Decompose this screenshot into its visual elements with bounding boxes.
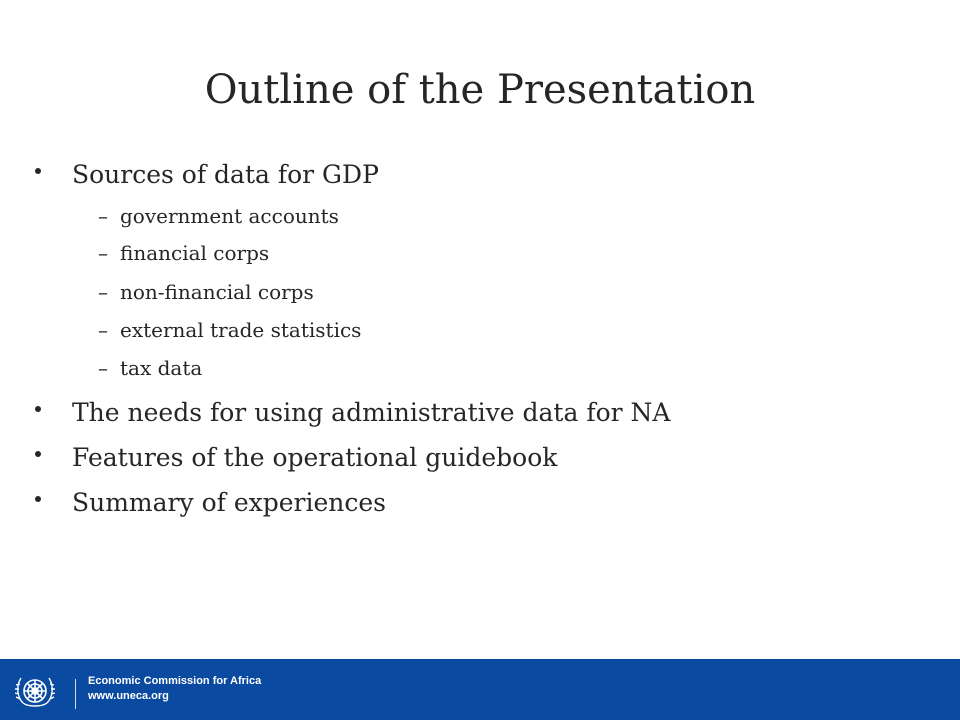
dash-icon: – [98, 318, 108, 342]
sub-bullet-item [98, 279, 314, 305]
footer-organization: Economic Commission for Africa [88, 675, 262, 687]
sub-bullet-text: tax data [120, 356, 203, 380]
sub-bullet-item [98, 355, 202, 381]
bullet-text: Summary of experiences [72, 488, 386, 517]
bullet-dot-icon [35, 168, 41, 174]
sub-bullet-text: non-financial corps [120, 280, 314, 304]
bullet-text: The needs for using administrative data for NA [72, 398, 671, 427]
bullet-item [35, 486, 386, 520]
footer-url-link[interactable]: www.uneca.org [88, 690, 169, 702]
bullet-text: Features of the operational guidebook [72, 443, 558, 472]
dash-icon: – [98, 241, 108, 265]
bullet-item [35, 158, 379, 192]
bullet-dot-icon [35, 406, 41, 412]
sub-bullet-item [98, 203, 339, 229]
bullet-dot-icon [35, 496, 41, 502]
slide-title: Outline of the Presentation [204, 67, 756, 113]
footer-divider [75, 679, 76, 709]
bullet-dot-icon [35, 451, 41, 457]
sub-bullet-item [98, 240, 269, 266]
dash-icon: – [98, 356, 108, 380]
dash-icon: – [98, 204, 108, 228]
dash-icon: – [98, 280, 108, 304]
sub-bullet-item [98, 317, 361, 343]
sub-bullet-text: financial corps [120, 241, 270, 265]
bullet-item [35, 441, 557, 475]
sub-bullet-text: external trade statistics [120, 318, 362, 342]
un-emblem-icon [12, 669, 58, 713]
footer-bar [0, 659, 960, 720]
bullet-item [35, 396, 670, 430]
sub-bullet-text: government accounts [120, 204, 339, 228]
bullet-text: Sources of data for GDP [72, 160, 379, 189]
